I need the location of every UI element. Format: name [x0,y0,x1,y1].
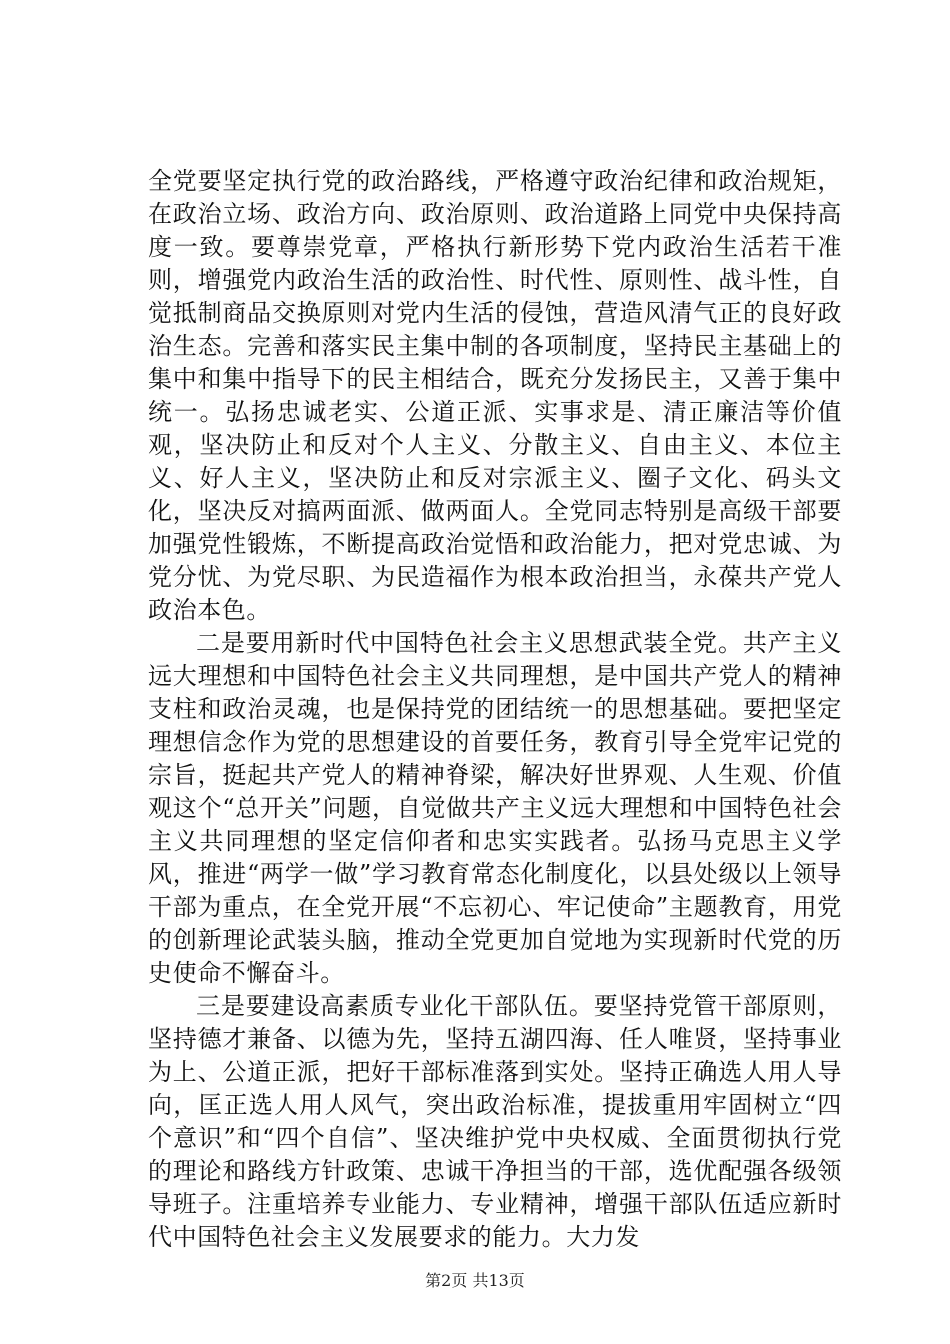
paragraph-2: 二是要用新时代中国特色社会主义思想武装全党。共产主义远大理想和中国特色社会主义共同理想，是中国共产党人的精神支柱和政治灵魂，也是保持党的团结统一的思想基础。要把坚定理想信念作为党的思想建设的首要任务，教育引导全党牢记党的宗旨，挺起共产党人的精神脊梁，解决好世界观、人生观、价值观这个“总开关”问题，自觉做共产主义远大理想和中国特色社会主义共同理想的坚定信仰者和忠实实践者。弘扬马克思主义学风，推进“两学一做”学习教育常态化制度化，以县处级以上领导干部为重点，在全党开展“不忘初心、牢记使命”主题教育，用党的创新理论武装头脑，推动全党更加自觉地为实现新时代党的历史使命不懈奋斗。 [148,629,842,987]
paragraph-3: 三是要建设高素质专业化干部队伍。要坚持党管干部原则，坚持德才兼备、以德为先，坚持五湖四海、任人唯贤，坚持事业为上、公道正派，把好干部标准落到实处。坚持正确选人用人导向，匡正选人用人风气，突出政治标准，提拔重用牢固树立“四个意识”和“四个自信”、坚决维护党中央权威、全面贯彻执行党的理论和路线方针政策、忠诚干净担当的干部，选优配强各级领导班子。注重培养专业能力、专业精神，增强干部队伍适应新时代中国特色社会主义发展要求的能力。大力发 [148,992,842,1251]
document-body [148,165,842,1254]
paragraph-1: 全党要坚定执行党的政治路线，严格遵守政治纪律和政治规矩，在政治立场、政治方向、政治原则、政治道路上同党中央保持高度一致。要尊崇党章，严格执行新形势下党内政治生活若干准则，增强党内政治生活的政治性、时代性、原则性、战斗性，自觉抵制商品交换原则对党内生活的侵蚀，营造风清气正的良好政治生态。完善和落实民主集中制的各项制度，坚持民主基础上的集中和集中指导下的民主相结合，既充分发扬民主，又善于集中统一。弘扬忠诚老实、公道正派、实事求是、清正廉洁等价值观，坚决防止和反对个人主义、分散主义、自由主义、本位主义、好人主义，坚决防止和反对宗派主义、圈子文化、码头文化，坚决反对搞两面派、做两面人。全党同志特别是高级干部要加强党性锻炼，不断提高政治觉悟和政治能力，把对党忠诚、为党分忧、为党尽职、为民造福作为根本政治担当，永葆共产党人政治本色。 [148,167,842,624]
page-footer: 第2页 共13页 [425,1271,525,1290]
